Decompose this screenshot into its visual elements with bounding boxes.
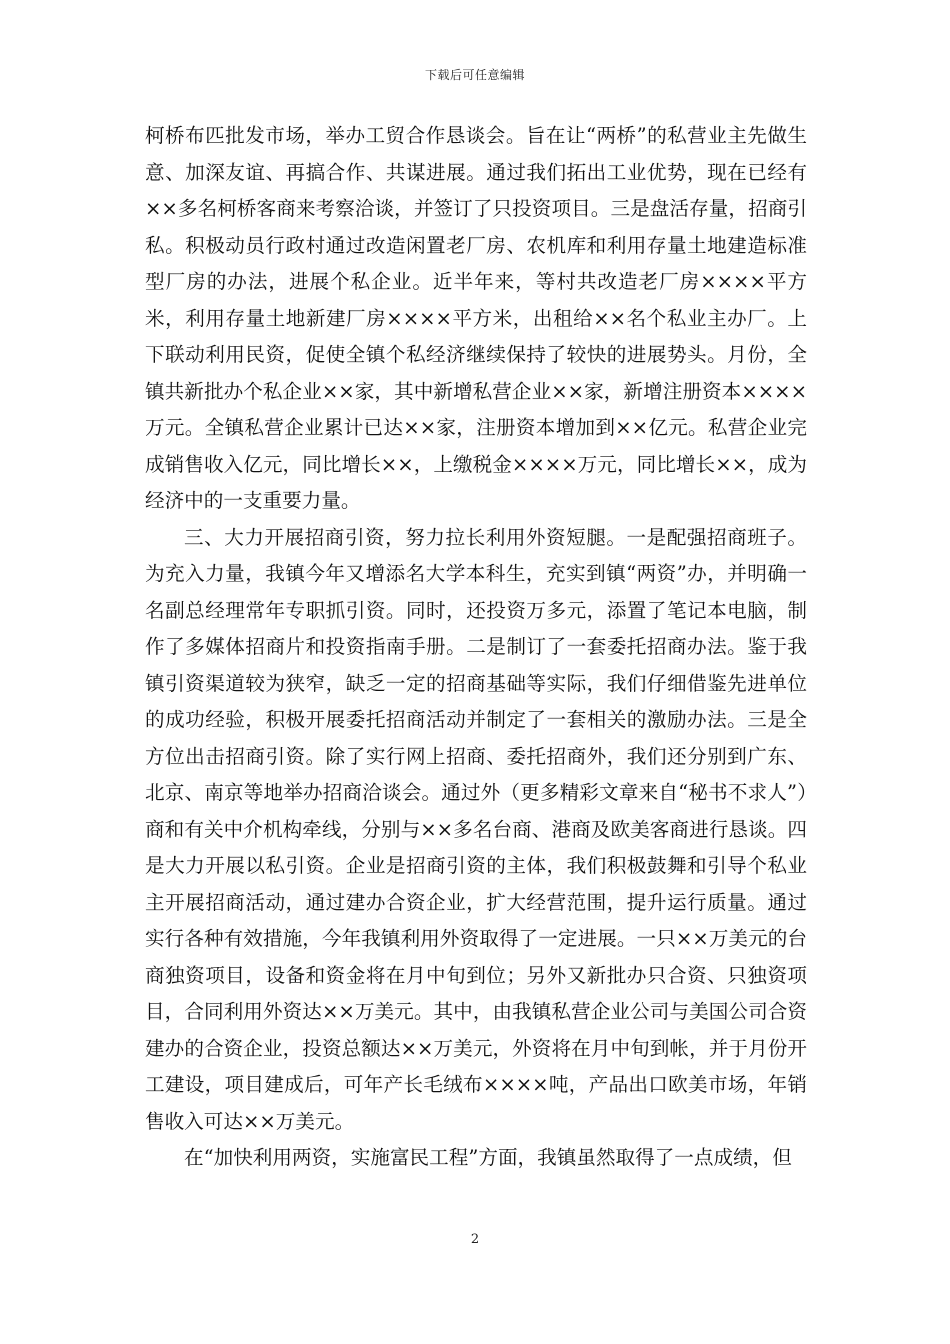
paragraph-1: 柯桥布匹批发市场，举办工贸合作恳谈会。旨在让“两桥”的私营业主先做生意、加深友谊、再搞合作、共谋进展。通过我们拓出工业优势，现在已经有××多名柯桥客商来考察洽谈，并签订了只投资项目。三是盘活存量，招商引私。积极动员行政村通过改造闲置老厂房、农机库和利用存量土地建造标准型厂房的办法，进展个私企业。近半年来，等村共改造老厂房××××平方米，利用存量土地新建厂房××××平方米，出租给××名个私业主办厂。上下联动利用民资，促使全镇个私经济继续保持了较快的进展势头。月份，全镇共新批办个私企业××家，其中新增私营企业××家，新增注册资本××××万元。全镇私营企业累计已达××家，注册资本增加到××亿元。私营企业完成销售收入亿元，同比增长××，上缴税金××××万元，同比增长××，成为经济中的一支重要力量。 <box>145 124 807 512</box>
page-number: 2 <box>470 1232 480 1247</box>
paragraph-3: 在“加快利用两资，实施富民工程”方面，我镇虽然取得了一点成绩，但 <box>184 1146 792 1169</box>
paragraph-2: 三、大力开展招商引资，努力拉长利用外资短腿。一是配强招商班子。为充入力量，我镇今年又增添名大学本科生，充实到镇“两资”办，并明确一名副总经理常年专职抓引资。同时，还投资万多元，添置了笔记本电脑，制作了多媒体招商片和投资指南手册。二是制订了一套委托招商办法。鉴于我镇引资渠道较为狭窄，缺乏一定的招商基础等实际，我们仔细借鉴先进单位的成功经验，积极开展委托招商活动并制定了一套相关的激励办法。三是全方位出击招商引资。除了实行网上招商、委托招商外，我们还分别到广东、北京、南京等地举办招商洽谈会。通过外（更多精彩文章来自“秘书不求人”）商和有关中介机构牵线，分别与××多名台商、港商及欧美客商进行恳谈。四是大力开展以私引资。企业是招商引资的主体，我们积极鼓舞和引导个私业主开展招商活动，通过建办合资企业，扩大经营范围，提升运行质量。通过实行各种有效措施，今年我镇利用外资取得了一定进展。一只××万美元的台商独资项目，设备和资金将在月中旬到位；另外又新批办只合资、只独资项目，合同利用外资达××万美元。其中，由我镇私营企业公司与美国公司合资建办的合资企业，投资总额达××万美元，外资将在月中旬到帐，并于月份开工建设，项目建成后，可年产长毛绒布××××吨，产品出口欧美市场，年销售收入可达××万美元。 <box>145 525 807 1133</box>
page-header: 下载后可任意编辑 <box>424 68 525 82</box>
document-body <box>145 118 807 1177</box>
